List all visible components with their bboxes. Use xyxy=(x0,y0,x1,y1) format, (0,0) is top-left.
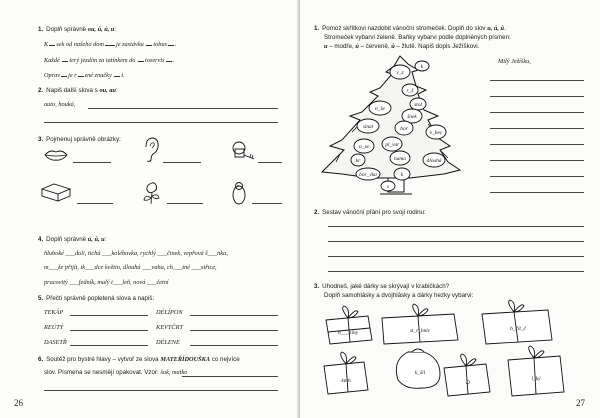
answer-line[interactable] xyxy=(70,330,148,331)
ornament-label: s xyxy=(386,184,390,190)
left-ex1-instruction: 1. Doplň správně ou, ů, ú, u: xyxy=(38,26,117,33)
page-number-right: 27 xyxy=(576,398,585,408)
answer-line[interactable] xyxy=(73,162,111,163)
ornament-label: n_še xyxy=(375,106,385,112)
ornament-label: stol xyxy=(414,102,422,108)
left-ex4-instruction: 4. Doplň správně ú, ů, u: xyxy=(38,236,107,243)
rose-icon xyxy=(141,180,163,206)
right-ex2-instruction: 2. Sestav vánoční přání pro svoji rodinu: xyxy=(314,209,426,216)
letter-line[interactable] xyxy=(490,160,584,161)
lips-icon xyxy=(44,148,68,162)
right-ex1-line3: u – modře, ú – červeně, ů – žlutě. Napiš dopis Ježíškovi. xyxy=(324,43,480,50)
gift-label: b_čít_č xyxy=(510,326,526,332)
penguin-icon xyxy=(232,181,246,205)
letter-line[interactable] xyxy=(490,128,584,129)
answer-line[interactable] xyxy=(182,376,278,377)
answer-line[interactable] xyxy=(163,162,201,163)
letter-line[interactable] xyxy=(490,96,584,97)
answer-line[interactable] xyxy=(328,271,584,272)
gift-label: knih xyxy=(341,378,351,384)
ornament-label: n_se xyxy=(359,144,369,150)
left-ex1-line2: Každé terý jezdím za tatínkem do toservis . xyxy=(44,57,175,64)
left-ex4-line1: hluboké ___doli, tichá ___kolébavka, rychlý ___činek, vepřová š___nka, xyxy=(44,250,228,257)
ornament-label: k xyxy=(400,172,404,178)
ornament-label: v_z xyxy=(396,70,404,76)
answer-line[interactable] xyxy=(328,256,584,257)
ornament-label: sinat xyxy=(362,124,374,130)
christmas-tree-illustration xyxy=(320,54,470,200)
letter-line[interactable] xyxy=(490,144,584,145)
answer-line[interactable] xyxy=(70,315,148,316)
answer-line[interactable] xyxy=(190,315,278,316)
gift-label: st_r_bnic xyxy=(409,328,431,334)
left-ex1-line1: K sek od našeho dom je zastávka tobus . xyxy=(44,41,177,48)
ornament-label: kr xyxy=(355,158,361,164)
scrambled-word: KEVTČRT xyxy=(156,324,183,331)
answer-line[interactable] xyxy=(328,241,584,242)
left-ex4-line2: m___že přijít, tk___dce květin, dlouhá ___vaha, ch___tné ___střice, xyxy=(44,264,217,271)
answer-line[interactable] xyxy=(88,108,278,109)
left-ex6-line2: slov. Písmena se nesmějí opakovat. Vzor: šok, matko xyxy=(44,369,188,376)
ornament-label: nama xyxy=(394,156,406,162)
ornament-label: r_ž xyxy=(406,88,414,94)
gift-label: h___ainy xyxy=(337,330,359,336)
ornament-label: dlouhá xyxy=(426,158,442,164)
table-icon xyxy=(40,181,72,203)
answer-line[interactable] xyxy=(258,162,282,163)
scrambled-word: DASETŘ xyxy=(44,339,67,346)
letter-line[interactable] xyxy=(490,112,584,113)
answer-line[interactable] xyxy=(190,345,278,346)
gift-label: l_ký xyxy=(531,376,541,382)
gift-boxes-illustration xyxy=(322,300,584,400)
ornament-label: bor_vka xyxy=(359,172,377,178)
answer-line[interactable] xyxy=(190,330,278,331)
answer-line[interactable] xyxy=(77,203,113,204)
left-ex1-line3: Oprav je r zné značky t. xyxy=(44,72,125,79)
answer-line[interactable] xyxy=(44,122,278,123)
right-ex3-line2: Doplň samohlásky a dvojhlásky a dárky hezky vybarvi: xyxy=(324,292,474,299)
scrambled-word: REÚTÝ xyxy=(44,324,64,331)
left-ex2-example: auto, houká, xyxy=(44,101,76,108)
lock-key-icon xyxy=(230,139,256,161)
right-ex3-line1: 3. Uhodneš, jaké dárky se skrývají v krabičkách? xyxy=(314,283,450,290)
right-page xyxy=(300,0,600,418)
ornament-label: pl_vat xyxy=(385,142,399,148)
right-ex1-line1: 1. Pomoz skřítkovi nazdobit vánoční stromeček. Doplň do slov u, ú, ů. xyxy=(314,25,506,32)
answer-line[interactable] xyxy=(328,226,584,227)
letter-line[interactable] xyxy=(490,192,584,193)
letter-greeting: Milý Ježíšku, xyxy=(498,58,531,65)
scrambled-word: TEKÁP xyxy=(44,309,64,316)
ornament-label: bor xyxy=(400,126,408,132)
gift-label: k_šil xyxy=(414,370,426,376)
left-ex5-instruction: 5. Přečti správně popletená slova a napiš: xyxy=(38,295,155,302)
ear-icon xyxy=(142,137,160,163)
left-ex6-line1: 6. Soutěž pro bystré hlavy – vytvoř ze slova MATEŘÍDOUŠKA co nejvíce xyxy=(38,356,240,363)
gift-label: D xyxy=(466,380,470,386)
left-ex3-instruction: 3. Pojmenuj správně obrázky: xyxy=(38,136,121,143)
page-number-left: 26 xyxy=(14,398,23,408)
answer-line[interactable] xyxy=(44,390,278,391)
letter-line[interactable] xyxy=(490,80,584,81)
left-ex4-line3: pracovitý ___fedník, malý t___leň, nová ___četní xyxy=(44,279,169,286)
letter-line[interactable] xyxy=(490,176,584,177)
ornament-label: k xyxy=(420,64,424,70)
left-ex2-instruction: 2. Napiš další slova s ou, au: xyxy=(38,87,118,94)
scrambled-word: DÉLÍPON xyxy=(156,309,183,316)
scrambled-word: DÉLENE xyxy=(156,339,180,346)
answer-line[interactable] xyxy=(167,203,203,204)
ornament-label: v_bec xyxy=(429,130,443,136)
answer-line[interactable] xyxy=(252,203,282,204)
ornament-label: šnek xyxy=(407,114,417,120)
answer-line[interactable] xyxy=(70,345,148,346)
right-ex1-line2: Stromeček vybarvi zeleně. Baňky vybarvi podle doplněných písmen: xyxy=(324,34,511,41)
